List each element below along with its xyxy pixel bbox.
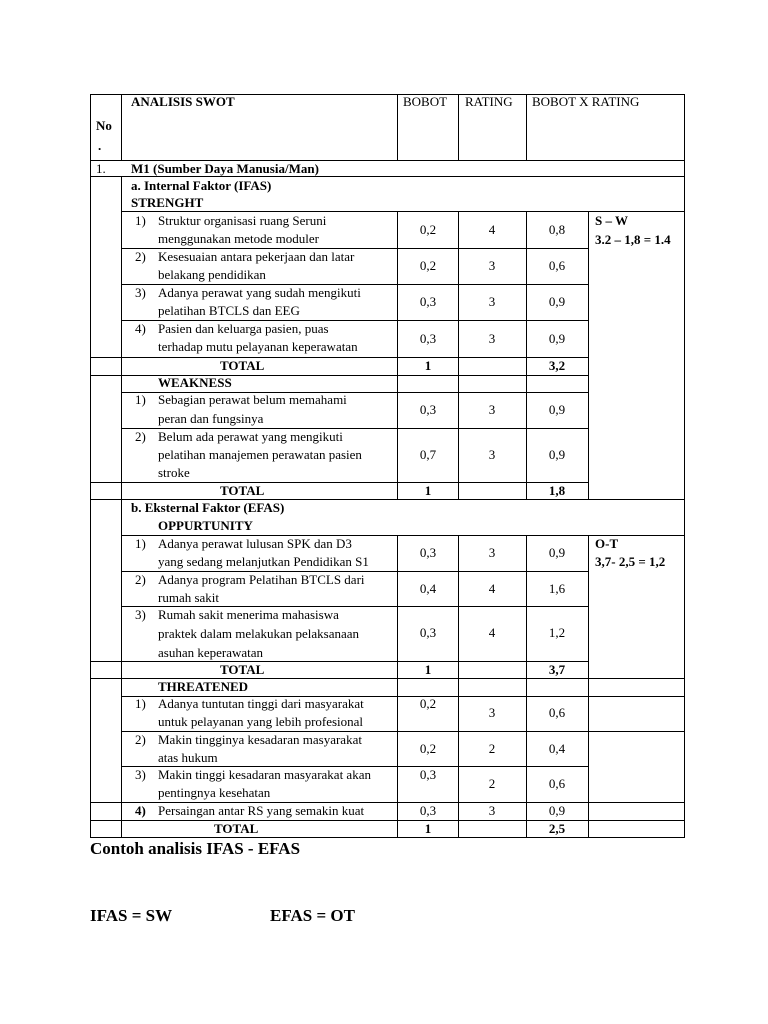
formula-efas: EFAS = OT: [270, 906, 355, 925]
header-bobot-x-rating: BOBOT X RATING: [532, 94, 640, 109]
strength-heading: STRENGHT: [131, 195, 204, 210]
formula-ifas: IFAS = SW: [90, 906, 173, 925]
sw-result-label: S – W: [595, 213, 628, 228]
sw-result-calc: 3.2 – 1,8 = 1.4: [595, 232, 671, 247]
opportunity-heading: OPPURTUNITY: [158, 518, 253, 533]
header-no: No: [96, 118, 112, 133]
threat-heading: THREATENED: [158, 679, 249, 694]
ot-result-label: O-T: [595, 536, 619, 551]
ifas-label: a. Internal Faktor (IFAS): [131, 178, 272, 193]
efas-label: b. Eksternal Faktor (EFAS): [131, 500, 285, 515]
header-no-dot: .: [98, 138, 102, 153]
section-number: 1.: [96, 161, 106, 176]
caption: Contoh analisis IFAS - EFAS: [90, 839, 301, 858]
header-bobot: BOBOT: [403, 94, 448, 109]
ot-result-calc: 3,7- 2,5 = 1,2: [595, 554, 666, 569]
swot-document: No . ANALISIS SWOT BOBOT RATING BOBOT X RATING 1. M1 (Sumber Daya Manusia/Man) a. Internal Faktor (IFAS) STRENGHT 1) Struktur organisasi ruang Seruni menggunakan metode moduler 0,2 4 0,8 2) Kesesuaian antara pekerjaan dan latar belakang pendidikan 0,2 3 0,6 3) Adanya perawat yang sudah mengikuti pelatihan BTCLS dan EEG 0,3 3 0,9 4) Pasien dan keluarga pasien, puas terhadap mutu pelayanan keperawatan 0,3 3 0,9 TOTAL 1 3,2 WEAKNESS 1) Sebagian perawat belum memahami peran dan fungsinya 0,3 3 0,9 2) Belum ada perawat yang mengikuti pelatihan manajemen perawatan pasien stroke 0,7 3 0,9 TOTAL 1 1,8 S – W 3.2 – 1,8 = 1.4 b. Eksternal Faktor (EFAS) OPPURTUNITY 1) Adanya perawat lulusan SPK dan D3 yang sedang melanjutkan Pendidikan S1 0,3 3 0,9 2) Adanya program Pelatihan BTCLS dari rumah sakit 0,4 4 1,6 3) Rumah sakit menerima mahasiswa praktek dalam melakukan pelaksanaan asuhan keperawatan 0,3 4 1,2 TOTAL 1 3,7 THREATENED 1) Adanya tuntutan tinggi dari masyarakat untuk pelayanan yang lebih profesional 0,2 3 0,6 2) Makin tingginya kesadaran masyarakat atas hukum 0,2 2 0,4 3) Makin tinggi kesadaran masyarakat akan pentingnya kesehatan 0,3 2 0,6 4) Persaingan antar RS yang semakin kuat 0,3 3 0,9 TOTAL 1 2,5 O-T 3,7- 2,5 = 1,2 Contoh analisis IFAS - EFAS IFAS = SW EFAS = OT: [0, 0, 768, 1024]
section-title: M1 (Sumber Daya Manusia/Man): [131, 161, 319, 176]
header-analisis: ANALISIS SWOT: [131, 94, 235, 109]
weakness-heading: WEAKNESS: [158, 375, 232, 390]
header-rating: RATING: [465, 94, 513, 109]
